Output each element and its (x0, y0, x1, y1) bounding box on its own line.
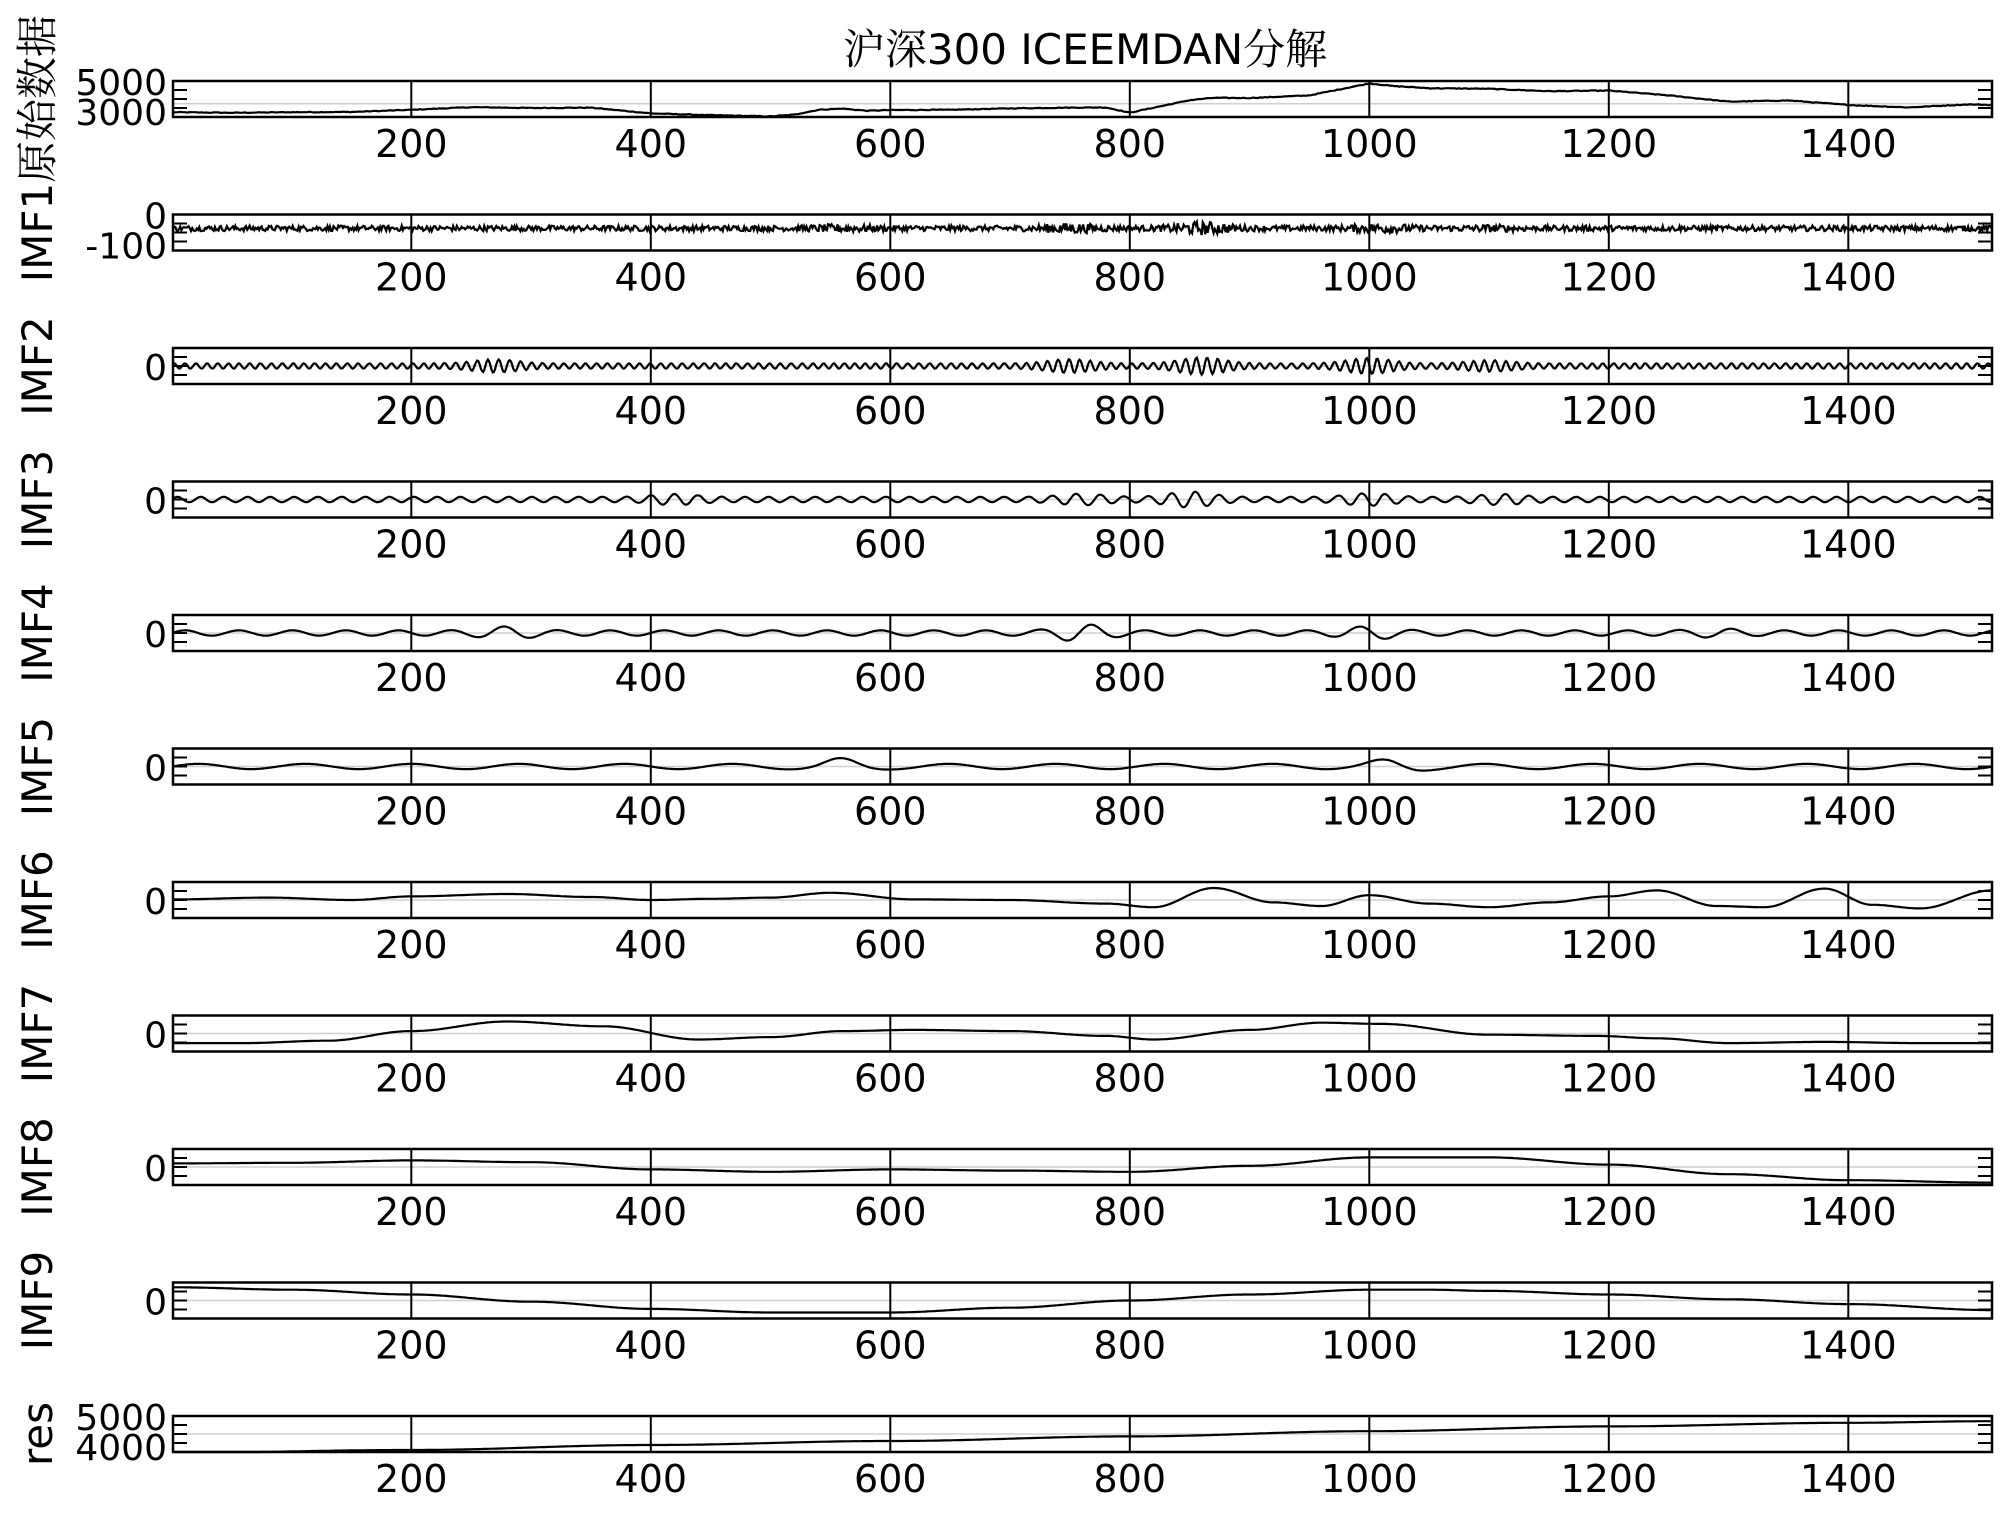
x-tick-label: 1000 (1320, 1190, 1418, 1234)
x-tick-label: 800 (1093, 1323, 1167, 1368)
panel-res (13, 1398, 1992, 1501)
panel-IMF8 (13, 1117, 1992, 1234)
x-tick-label: 1200 (1560, 1323, 1658, 1368)
y-tick-label: 0 (144, 348, 167, 389)
x-tick-label: 800 (1093, 1457, 1167, 1501)
x-tick-label: 800 (1093, 122, 1167, 166)
x-tick-label: 800 (1093, 923, 1167, 967)
x-tick-label: 200 (375, 522, 448, 567)
x-tick-label: 800 (1093, 789, 1167, 834)
panel-IMF6 (13, 850, 1992, 967)
y-axis-label: res (13, 1401, 62, 1467)
x-tick-label: 200 (375, 923, 448, 967)
y-axis-label: IMF5 (13, 716, 62, 817)
x-tick-label: 200 (375, 789, 448, 834)
x-tick-label: 1400 (1799, 1056, 1897, 1101)
x-tick-label: 1200 (1560, 122, 1658, 166)
series-line-原始数据 (173, 84, 1991, 117)
x-tick-label: 1000 (1320, 1457, 1418, 1501)
x-tick-label: 600 (854, 923, 927, 967)
x-tick-label: 400 (614, 522, 688, 567)
x-tick-label: 400 (614, 1457, 688, 1501)
panel-IMF4 (13, 583, 1992, 700)
y-tick-label: 4000 (75, 1428, 167, 1469)
panel-IMF7 (13, 984, 1992, 1101)
x-tick-label: 1000 (1320, 389, 1418, 433)
y-tick-label: 0 (144, 748, 167, 790)
x-tick-label: 400 (614, 923, 688, 967)
y-tick-label: 0 (144, 1149, 167, 1190)
axes-frame (173, 81, 1992, 117)
y-tick-label: 0 (144, 196, 167, 238)
x-tick-label: 1200 (1560, 522, 1658, 567)
x-tick-label: 600 (854, 122, 927, 166)
x-tick-label: 400 (614, 389, 688, 433)
x-tick-label: 1200 (1560, 656, 1658, 700)
x-tick-label: 1200 (1560, 389, 1658, 433)
x-tick-label: 200 (375, 1457, 448, 1501)
panel-IMF9 (13, 1251, 1992, 1368)
x-tick-label: 400 (614, 255, 688, 300)
x-tick-label: 400 (614, 1056, 688, 1101)
subplot-panels (13, 15, 1992, 1501)
x-tick-label: 400 (614, 1190, 688, 1234)
x-tick-label: 1000 (1320, 122, 1418, 166)
x-tick-label: 800 (1093, 1190, 1167, 1234)
y-tick-label: 0 (144, 882, 167, 923)
y-tick-label: -100 (85, 226, 167, 268)
y-tick-label: 5000 (75, 1398, 167, 1439)
x-tick-label: 400 (614, 122, 688, 166)
x-tick-label: 1400 (1799, 389, 1897, 433)
y-tick-label: 5000 (75, 63, 167, 104)
x-tick-label: 1400 (1799, 789, 1897, 834)
x-tick-label: 1000 (1320, 255, 1418, 300)
x-tick-label: 800 (1093, 522, 1167, 567)
series-line-IMF7 (173, 1022, 1991, 1044)
x-tick-label: 200 (375, 122, 448, 166)
axes-frame (173, 215, 1992, 251)
y-tick-label: 0 (144, 1282, 167, 1324)
x-tick-label: 1400 (1799, 122, 1897, 166)
x-tick-label: 600 (854, 789, 927, 834)
x-tick-label: 400 (614, 789, 688, 834)
x-tick-label: 1200 (1560, 1190, 1658, 1234)
x-tick-label: 1000 (1320, 656, 1418, 700)
x-tick-label: 1000 (1320, 1323, 1418, 1368)
panel-IMF3 (13, 450, 1992, 567)
series-line-IMF8 (173, 1157, 1991, 1182)
x-tick-label: 800 (1093, 255, 1167, 300)
series-line-IMF6 (173, 888, 1991, 908)
y-tick-label: 0 (144, 1015, 167, 1057)
x-tick-label: 1400 (1799, 1323, 1897, 1368)
x-tick-label: 1400 (1799, 522, 1897, 567)
y-axis-label: IMF1 (13, 182, 62, 283)
x-tick-label: 1400 (1799, 255, 1897, 300)
x-tick-label: 600 (854, 255, 927, 300)
x-tick-label: 600 (854, 389, 927, 433)
x-tick-label: 1200 (1560, 789, 1658, 834)
x-tick-label: 1400 (1799, 1190, 1897, 1234)
x-tick-label: 1000 (1320, 789, 1418, 834)
x-tick-label: 200 (375, 1190, 448, 1234)
y-axis-label: IMF2 (13, 316, 62, 416)
x-tick-label: 600 (854, 1190, 927, 1234)
x-tick-label: 800 (1093, 656, 1167, 700)
x-tick-label: 1000 (1320, 1056, 1418, 1101)
x-tick-label: 200 (375, 389, 448, 433)
panel-IMF2 (13, 316, 1992, 433)
x-tick-label: 600 (854, 656, 927, 700)
x-tick-label: 200 (375, 1323, 448, 1368)
y-axis-label: IMF3 (13, 449, 62, 550)
x-tick-label: 1400 (1799, 923, 1897, 967)
y-tick-label: 0 (144, 481, 167, 523)
panel-IMF5 (13, 717, 1992, 834)
series-line-res (173, 1421, 1991, 1452)
y-tick-label: 0 (144, 615, 167, 656)
x-tick-label: 200 (375, 1056, 448, 1101)
y-axis-label: IMF9 (13, 1250, 62, 1351)
y-tick-label: 3000 (75, 93, 167, 134)
x-tick-label: 400 (614, 656, 688, 700)
series-line-IMF5 (173, 758, 1992, 771)
x-tick-label: 1400 (1799, 656, 1897, 700)
x-tick-label: 800 (1093, 389, 1167, 433)
x-tick-label: 1000 (1320, 923, 1418, 967)
y-axis-label: IMF4 (13, 583, 62, 683)
y-axis-label: IMF6 (13, 850, 62, 950)
x-tick-label: 1400 (1799, 1457, 1897, 1501)
x-tick-label: 600 (854, 1457, 927, 1501)
x-tick-label: 400 (614, 1323, 688, 1368)
panel-IMF1 (13, 183, 1992, 300)
chart-title: 沪深300 ICEEMDAN分解 (842, 25, 1328, 74)
x-tick-label: 1200 (1560, 1457, 1658, 1501)
y-axis-label: IMF8 (13, 1117, 62, 1217)
x-tick-label: 800 (1093, 1056, 1167, 1101)
x-tick-label: 1200 (1560, 255, 1658, 300)
x-tick-label: 600 (854, 1323, 927, 1368)
y-axis-label: IMF7 (13, 983, 62, 1084)
x-tick-label: 600 (854, 522, 927, 567)
x-tick-label: 1200 (1560, 923, 1658, 967)
x-tick-label: 200 (375, 656, 448, 700)
y-axis-label: 原始数据 (13, 14, 62, 184)
x-tick-label: 200 (375, 255, 448, 300)
x-tick-label: 600 (854, 1056, 927, 1101)
x-tick-label: 1200 (1560, 1056, 1658, 1101)
x-tick-label: 1000 (1320, 522, 1418, 567)
